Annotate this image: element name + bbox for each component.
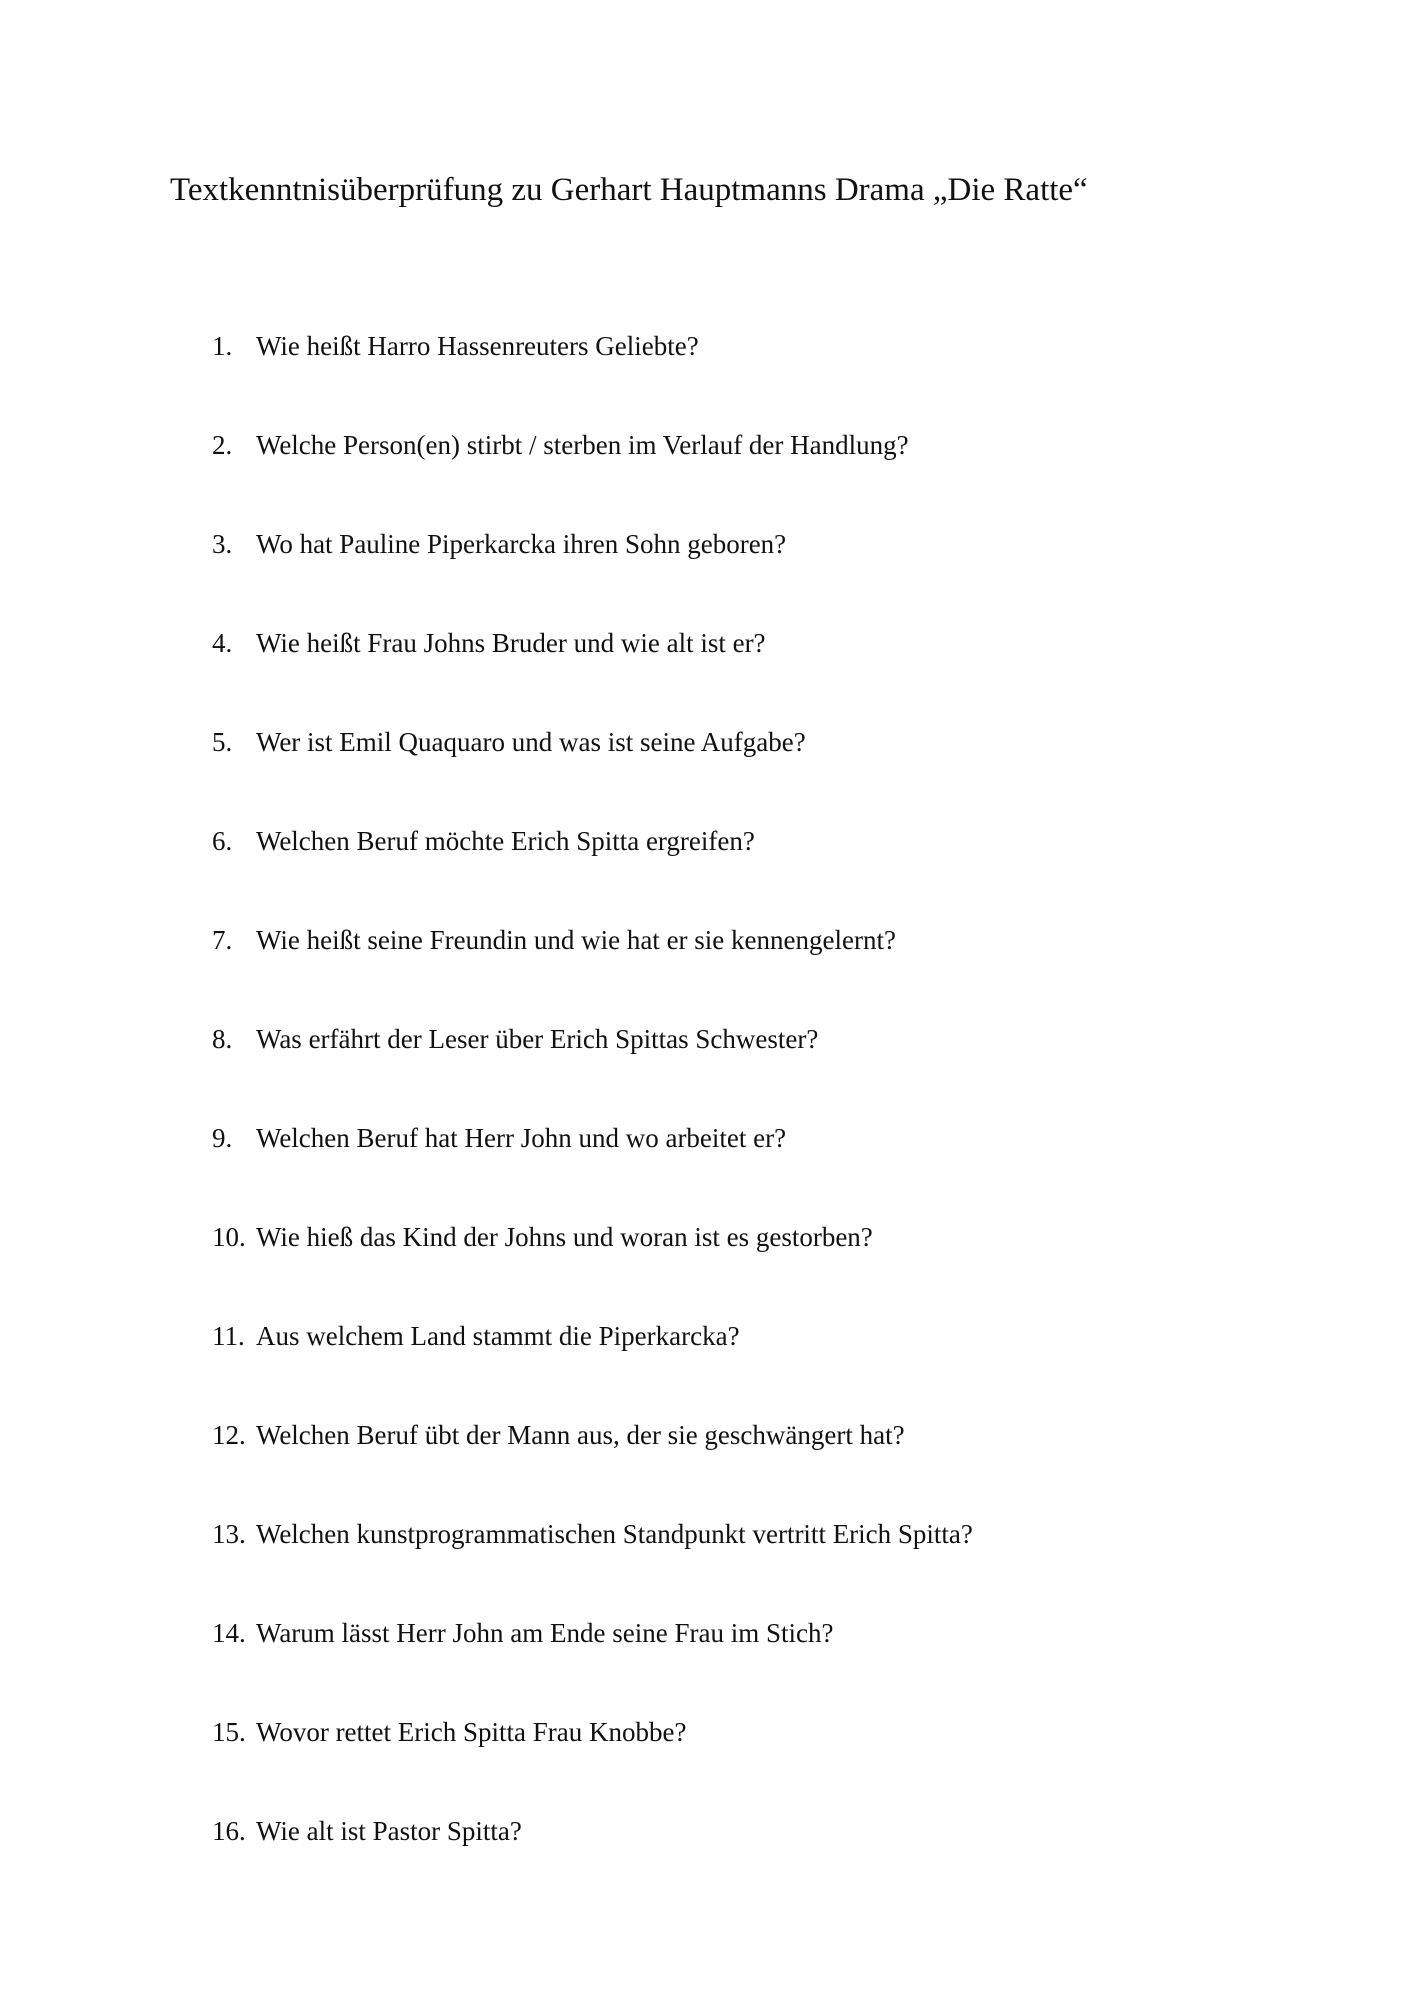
question-number: 9.: [212, 1123, 233, 1153]
question-text: Wo hat Pauline Piperkarcka ihren Sohn geboren?: [256, 529, 787, 559]
question-number: 15.: [212, 1717, 246, 1747]
question-text: Wovor rettet Erich Spitta Frau Knobbe?: [256, 1717, 687, 1747]
question-text: Wer ist Emil Quaquaro und was ist seine Aufgabe?: [256, 727, 806, 757]
question-text: Welchen Beruf möchte Erich Spitta ergreifen?: [256, 826, 755, 856]
question-number: 7.: [212, 925, 233, 955]
question-number: 1.: [212, 331, 233, 361]
question-text: Welche Person(en) stirbt / sterben im Verlauf der Handlung?: [256, 430, 909, 460]
question-text: Warum lässt Herr John am Ende seine Frau im Stich?: [256, 1618, 834, 1648]
question-number: 8.: [212, 1024, 233, 1054]
question-number: 2.: [212, 430, 233, 460]
question-number: 3.: [212, 529, 233, 559]
question-text: Wie heißt seine Freundin und wie hat er sie kennengelernt?: [256, 925, 896, 955]
question-text: Was erfährt der Leser über Erich Spittas Schwester?: [256, 1024, 819, 1054]
question-text: Welchen kunstprogrammatischen Standpunkt vertritt Erich Spitta?: [256, 1519, 973, 1549]
question-number: 14.: [212, 1618, 246, 1648]
question-number: 6.: [212, 826, 233, 856]
question-text: Aus welchem Land stammt die Piperkarcka?: [256, 1321, 740, 1351]
question-text: Welchen Beruf hat Herr John und wo arbeitet er?: [256, 1123, 787, 1153]
question-number: 12.: [212, 1420, 246, 1450]
question-text: Welchen Beruf übt der Mann aus, der sie geschwängert hat?: [256, 1420, 905, 1450]
question-text: Wie heißt Frau Johns Bruder und wie alt ist er?: [256, 628, 766, 658]
question-number: 5.: [212, 727, 233, 757]
page-title: Textkenntnisüberprüfung zu Gerhart Hauptmanns Drama „Die Ratte“: [170, 172, 1088, 208]
question-text: Wie heißt Harro Hassenreuters Geliebte?: [256, 331, 699, 361]
question-number: 10.: [212, 1222, 246, 1252]
question-number: 4.: [212, 628, 233, 658]
question-number: 16.: [212, 1816, 246, 1846]
question-number: 13.: [212, 1519, 246, 1549]
question-text: Wie hieß das Kind der Johns und woran ist es gestorben?: [256, 1222, 873, 1252]
question-number: 11.: [212, 1321, 245, 1351]
question-text: Wie alt ist Pastor Spitta?: [256, 1816, 522, 1846]
